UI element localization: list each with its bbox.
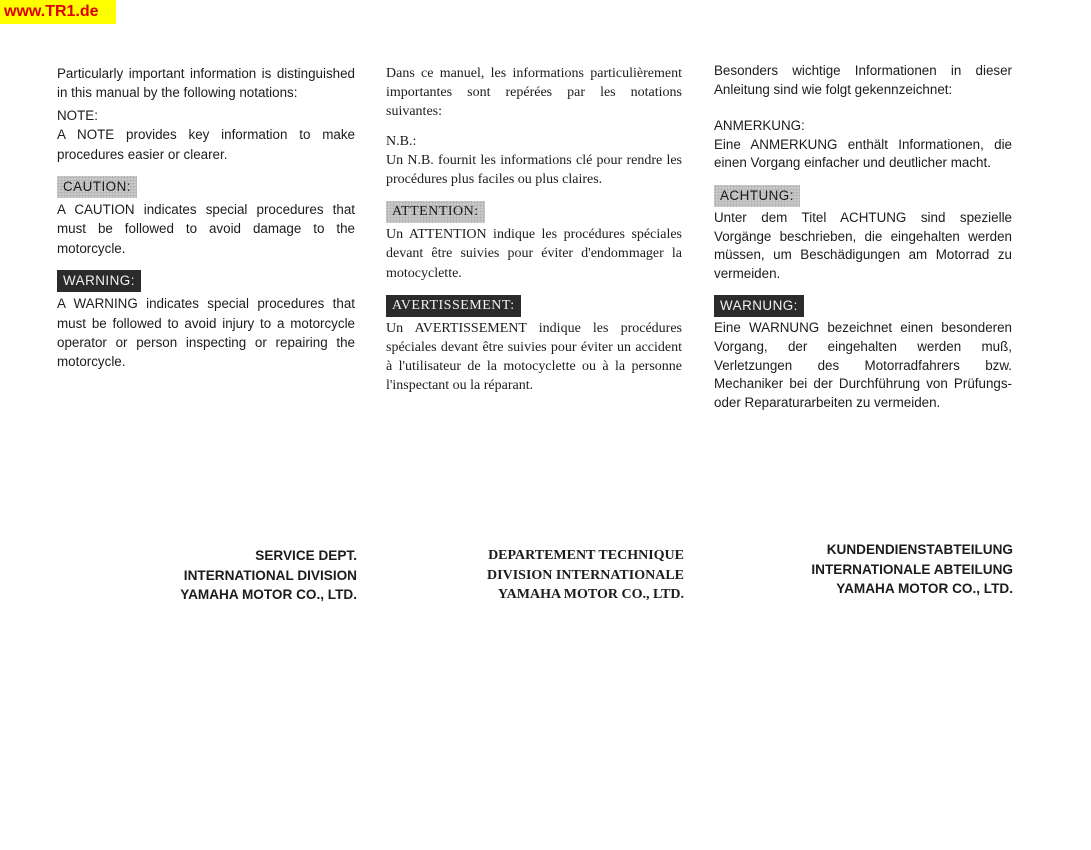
caution-text-de: Unter dem Titel ACHTUNG sind spezielle Vorgänge beschrieben, die eingehalten werden müssen, um Beschädigungen am Motorrad zu vermeiden. — [714, 209, 1012, 281]
signature-de — [713, 540, 1013, 599]
note-text-fr: Un N.B. fournit les informations clé pour rendre les procédures plus faciles ou plus claires. — [386, 152, 682, 188]
signature-line: KUNDENDIENSTABTEILUNG — [826, 542, 1013, 557]
warning-text-de: Eine WARNUNG bezeichnet einen besonderen Vorgang, der eingehalten werden muß, Verletzungen des Motorradfahrers bzw. Mechaniker bei der Durchführung von Prüfungs-oder Reparaturarbeiten zu vermeiden. — [714, 320, 1012, 410]
signature-line: INTERNATIONALE ABTEILUNG — [811, 561, 1013, 577]
caution-badge-en: CAUTION: — [57, 176, 137, 198]
warning-text-fr: Un AVERTISSEMENT indique les procédures spéciales devant être suivies pour éviter un accident à l'utilisateur de la motocyclette ou à la personne l'inspectant ou la réparant. — [386, 320, 682, 394]
caution-text-fr: Un ATTENTION indique les procédures spéciales devant être suivies pour éviter d'endommager la motocyclette. — [386, 227, 682, 281]
signature-fr — [384, 546, 684, 605]
signature-line: DEPARTEMENT TECHNIQUE — [488, 548, 684, 563]
signature-line: DIVISION INTERNATIONALE — [487, 567, 684, 583]
signature-line: YAMAHA MOTOR CO., LTD. — [497, 587, 684, 602]
german-column — [714, 62, 1012, 412]
caution-text-en: A CAUTION indicates special procedures that must be followed to avoid damage to the motorcycle. — [57, 202, 355, 256]
french-column — [386, 64, 682, 396]
english-column — [57, 64, 355, 372]
note-label-de: ANMERKUNG: — [714, 118, 805, 134]
signature-line: INTERNATIONAL DIVISION — [183, 567, 357, 583]
intro-text-fr: Dans ce manuel, les informations particulièrement importantes sont repérées par les notations suivantes: — [386, 66, 682, 120]
note-text-de: Eine ANMERKUNG enthält Informationen, die einen Vorgang einfacher und deutlicher macht. — [714, 136, 1012, 171]
warning-badge-fr: AVERTISSEMENT: — [386, 295, 521, 317]
note-label-fr: N.B.: — [386, 133, 417, 149]
signature-line: YAMAHA MOTOR CO., LTD. — [180, 587, 357, 602]
signature-line: YAMAHA MOTOR CO., LTD. — [836, 581, 1013, 596]
warning-text-en: A WARNING indicates special procedures that must be followed to avoid injury to a motorcycle operator or person inspecting or repairing the motorcycle. — [57, 296, 355, 370]
note-label-en: NOTE: — [57, 107, 98, 123]
site-watermark: www.TR1.de — [0, 0, 116, 24]
caution-badge-fr: ATTENTION: — [386, 201, 485, 223]
caution-badge-de: ACHTUNG: — [714, 185, 800, 207]
warning-badge-de: WARNUNG: — [714, 295, 804, 317]
signature-line: SERVICE DEPT. — [255, 548, 357, 563]
intro-text-de: Besonders wichtige Informationen in dieser Anleitung sind wie folgt gekennzeichnet: — [714, 63, 1012, 97]
warning-badge-en: WARNING: — [57, 270, 141, 292]
intro-text-en: Particularly important information is distinguished in this manual by the following notations: — [57, 66, 355, 101]
note-text-en: A NOTE provides key information to make procedures easier or clearer. — [57, 127, 355, 162]
signature-en — [57, 546, 357, 605]
